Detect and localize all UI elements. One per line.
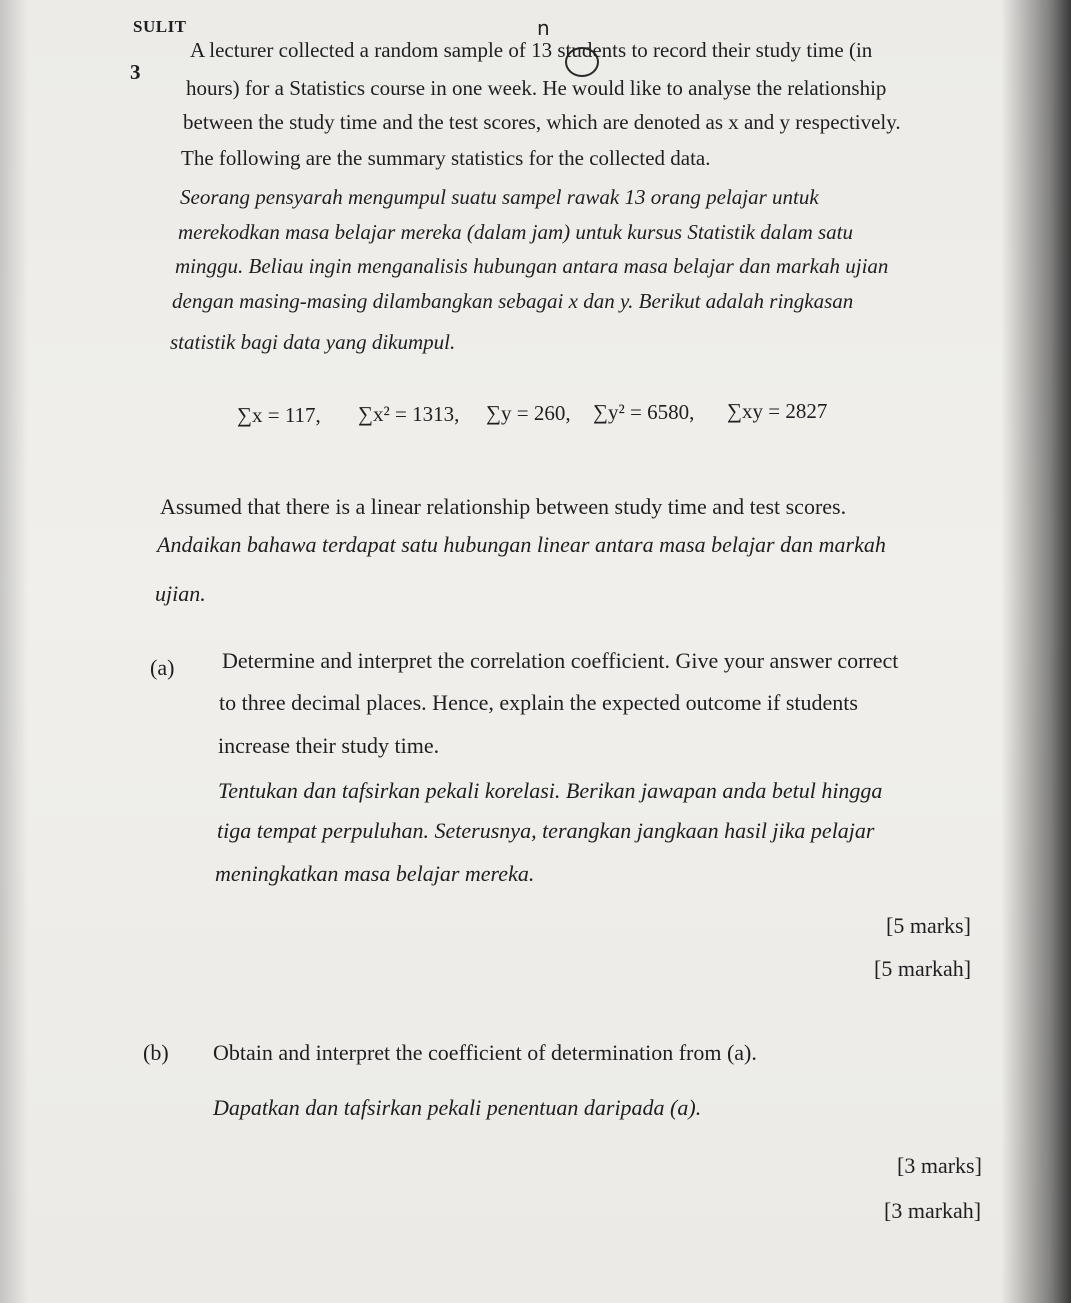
part-b-en: Obtain and interpret the coefficient of determination from (a).	[213, 1040, 757, 1065]
pen-mark: n	[537, 16, 550, 40]
intro-ms-line-2: merekodkan masa belajar mereka (dalam jam) untuk kursus Statistik dalam satu	[178, 220, 854, 244]
assumption-ms-line-2: ujian.	[155, 581, 206, 606]
part-a-marks-en: [5 marks]	[886, 913, 971, 938]
intro-en-line-1: A lecturer collected a random sample of 13 students to record their study time (in	[190, 38, 873, 62]
part-a-ms-line-3: meningkatkan masa belajar mereka.	[215, 861, 535, 886]
header-label: SULIT	[133, 17, 187, 36]
part-a-ms-line-1: Tentukan dan tafsirkan pekali korelasi. Berikan jawapan anda betul hingga	[218, 778, 883, 803]
part-b-marks-ms: [3 markah]	[884, 1198, 982, 1223]
intro-en-line-2: hours) for a Statistics course in one week. He would like to analyse the relationship	[186, 76, 887, 100]
assumption-ms-line-1: Andaikan bahawa terdapat satu hubungan linear antara masa belajar dan markah	[157, 532, 886, 557]
intro-en-line-3: between the study time and the test scores, which are denoted as x and y respectively.	[183, 110, 901, 134]
part-a-marks-ms: [5 markah]	[874, 956, 972, 981]
sum-xy: ∑xy = 2827	[727, 399, 828, 423]
sum-x: ∑x = 117,	[237, 403, 321, 427]
part-b-marks-en: [3 marks]	[897, 1153, 982, 1178]
question-number: 3	[130, 60, 141, 84]
intro-ms-line-1: Seorang pensyarah mengumpul suatu sampel rawak 13 orang pelajar untuk	[180, 185, 819, 209]
intro-en-line-4: The following are the summary statistics for the collected data.	[181, 146, 711, 170]
part-a-en-line-3: increase their study time.	[218, 733, 440, 758]
page-edge-shadow-right	[1001, 0, 1071, 1303]
part-b-ms: Dapatkan dan tafsirkan pekali penentuan daripada (a).	[213, 1095, 702, 1120]
part-a-en-line-1: Determine and interpret the correlation coefficient. Give your answer correct	[222, 648, 899, 673]
sum-y: ∑y = 260,	[486, 401, 571, 425]
intro-ms-line-3: minggu. Beliau ingin menganalisis hubungan antara masa belajar dan markah ujian	[175, 254, 889, 278]
part-a-en-line-2: to three decimal places. Hence, explain the expected outcome if students	[219, 690, 858, 715]
sum-y-squared: ∑y² = 6580,	[593, 400, 695, 424]
intro-ms-line-5: statistik bagi data yang dikumpul.	[170, 330, 456, 354]
assumption-en: Assumed that there is a linear relationship between study time and test scores.	[160, 494, 847, 519]
part-b-label: (b)	[143, 1040, 169, 1065]
page-edge-shadow-left	[0, 0, 28, 1303]
sum-x-squared: ∑x² = 1313,	[358, 402, 460, 426]
part-a-ms-line-2: tiga tempat perpuluhan. Seterusnya, terangkan jangkaan hasil jika pelajar	[217, 818, 875, 843]
part-a-label: (a)	[150, 655, 175, 680]
intro-ms-line-4: dengan masing-masing dilambangkan sebagai x dan y. Berikut adalah ringkasan	[172, 289, 854, 313]
